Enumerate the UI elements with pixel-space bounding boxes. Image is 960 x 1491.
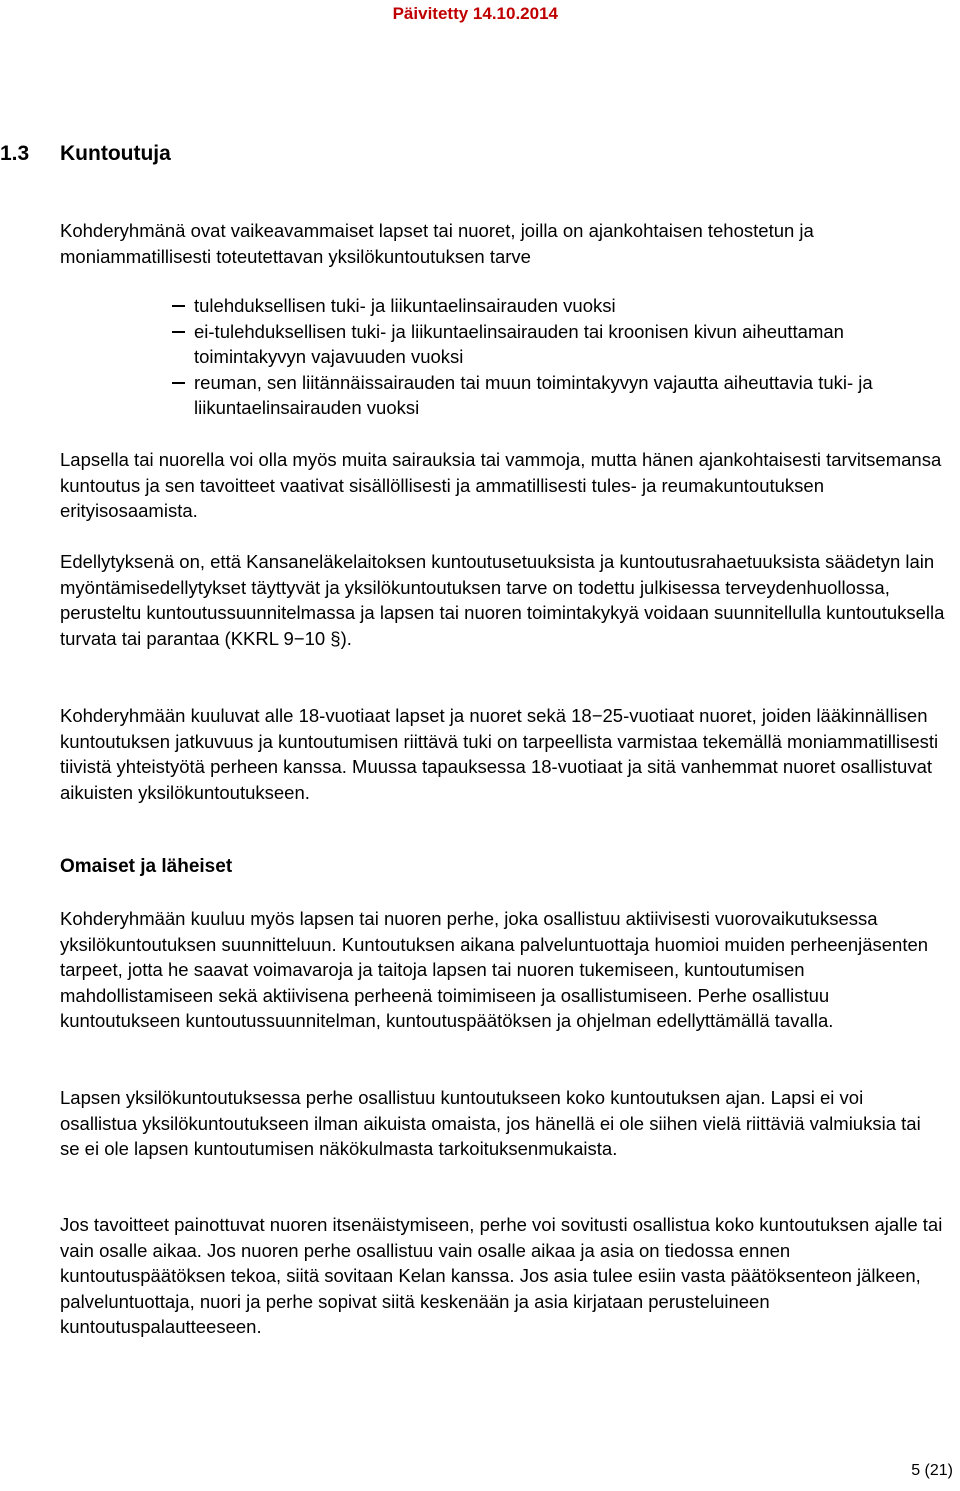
section-heading <box>0 142 171 166</box>
paragraph-youth-independence <box>60 1212 945 1340</box>
paragraph-family-involvement <box>60 906 945 1034</box>
paragraph-text: Kohderyhmään kuuluu myös lapsen tai nuoren perhe, joka osallistuu aktiivisesti vuorovaikutuksessa yksilökuntoutuksen suunnitteluun. Kuntoutuksen aikana palveluntuottaja huomioi muiden perheenjäsenten tarpeet, jotta he saavat voimavaroja ja taitoja lapsen tai nuoren tukemiseen, kuntoutumisen mahdollistamiseen sekä aktiivisena perheenä toimimiseen ja osallistumiseen. Perhe osallistuu kuntoutukseen kuntoutussuunnitelman, kuntoutuspäätöksen ja ohjelman edellyttämällä tavalla. <box>60 908 929 1031</box>
list-item-text: ei-tulehduksellisen tuki- ja liikuntaelinsairauden tai kroonisen kivun aiheuttaman toimintakyvyn vajavuuden vuoksi <box>194 320 844 367</box>
paragraph-child-rehab <box>60 1085 945 1162</box>
page-number: 5 (21) <box>911 1462 953 1479</box>
dash-bullet-icon <box>172 331 185 333</box>
dash-bullet-icon <box>172 382 185 384</box>
updated-date: Päivitetty 14.10.2014 <box>392 4 558 23</box>
section-title: Kuntoutuja <box>60 142 171 165</box>
list-item-text: tulehduksellisen tuki- ja liikuntaelinsairauden vuoksi <box>194 295 616 316</box>
list-item <box>60 319 945 370</box>
paragraph-text: Lapsen yksilökuntoutuksessa perhe osallistuu kuntoutukseen koko kuntoutuksen ajan. Lapsi ei voi osallistua yksilökuntoutukseen ilman aikuista omaista, jos hänellä ei ole siihen vielä riittäviä valmiuksia tai se ei ole lapsen kuntoutumisen näkökulmasta tarkoituksenmukaista. <box>60 1087 921 1159</box>
list-item <box>60 370 945 421</box>
section-number: 1.3 <box>0 142 30 165</box>
list-item-text: reuman, sen liitännäissairauden tai muun toimintakyvyn vajautta aiheuttavia tuki- ja liikuntaelinsairauden vuoksi <box>194 371 873 418</box>
paragraph-prerequisites <box>60 549 945 651</box>
paragraph-text: Lapsella tai nuorella voi olla myös muita sairauksia tai vammoja, mutta hänen ajankohtaisesti tarvitsemansa kuntoutus ja sen tavoitteet vaativat sisällöllisesti ja ammatillisesti tules- ja reumakuntoutuksen erityisosaamista. <box>60 449 942 521</box>
intro-text: Kohderyhmänä ovat vaikeavammaiset lapset tai nuoret, joilla on ajankohtaisen tehostetun ja moniammatillisesti toteutettavan yksilökuntoutuksen tarve <box>60 220 814 267</box>
list-item <box>60 293 945 319</box>
intro-paragraph <box>60 218 945 269</box>
paragraph-other-conditions <box>60 447 945 524</box>
subheading-family: Omaiset ja läheiset <box>60 856 233 877</box>
paragraph-text: Kohderyhmään kuuluvat alle 18-vuotiaat lapset ja nuoret sekä 18−25-vuotiaat nuoret, joiden lääkinnällisen kuntoutuksen jatkuvuus ja kuntoutumisen riittävä tuki on tarpeellista varmistaa tekemällä moniammatillisesti tiivistä yhteistyötä perheen kanssa. Muussa tapauksessa 18-vuotiaat ja sitä vanhemmat nuoret osallistuvat aikuisten yksilökuntoutukseen. <box>60 705 939 803</box>
paragraph-text: Edellytyksenä on, että Kansaneläkelaitoksen kuntoutusetuuksista ja kuntoutusrahaetuuksista säädetyn lain myöntämisedellytykset täyttyvät ja yksilökuntoutuksen tarve on todettu julkisessa terveydenhuollossa, perusteltu kuntoutussuunnitelmassa ja lapsen tai nuoren toimintakykyä voidaan suunnitellulla kuntoutuksella turvata tai parantaa (KKRL 9−10 §). <box>60 551 945 649</box>
paragraph-text: Jos tavoitteet painottuvat nuoren itsenäistymiseen, perhe voi sovitusti osallistua koko kuntoutuksen ajalle tai vain osalle aikaa. Jos nuoren perhe osallistuu vain osalle aikaa ja asia on tiedossa ennen kuntoutuspäätöksen tekoa, siitä sovitaan Kelan kanssa. Jos asia tulee esiin vasta päätöksenteon jälkeen, palveluntuottaja, nuori ja perhe sopivat siitä keskenään ja asia kirjataan perusteluineen kuntoutuspalautteeseen. <box>60 1214 943 1337</box>
dash-bullet-icon <box>172 305 185 307</box>
target-group-list <box>60 293 945 421</box>
paragraph-age-group <box>60 703 945 805</box>
